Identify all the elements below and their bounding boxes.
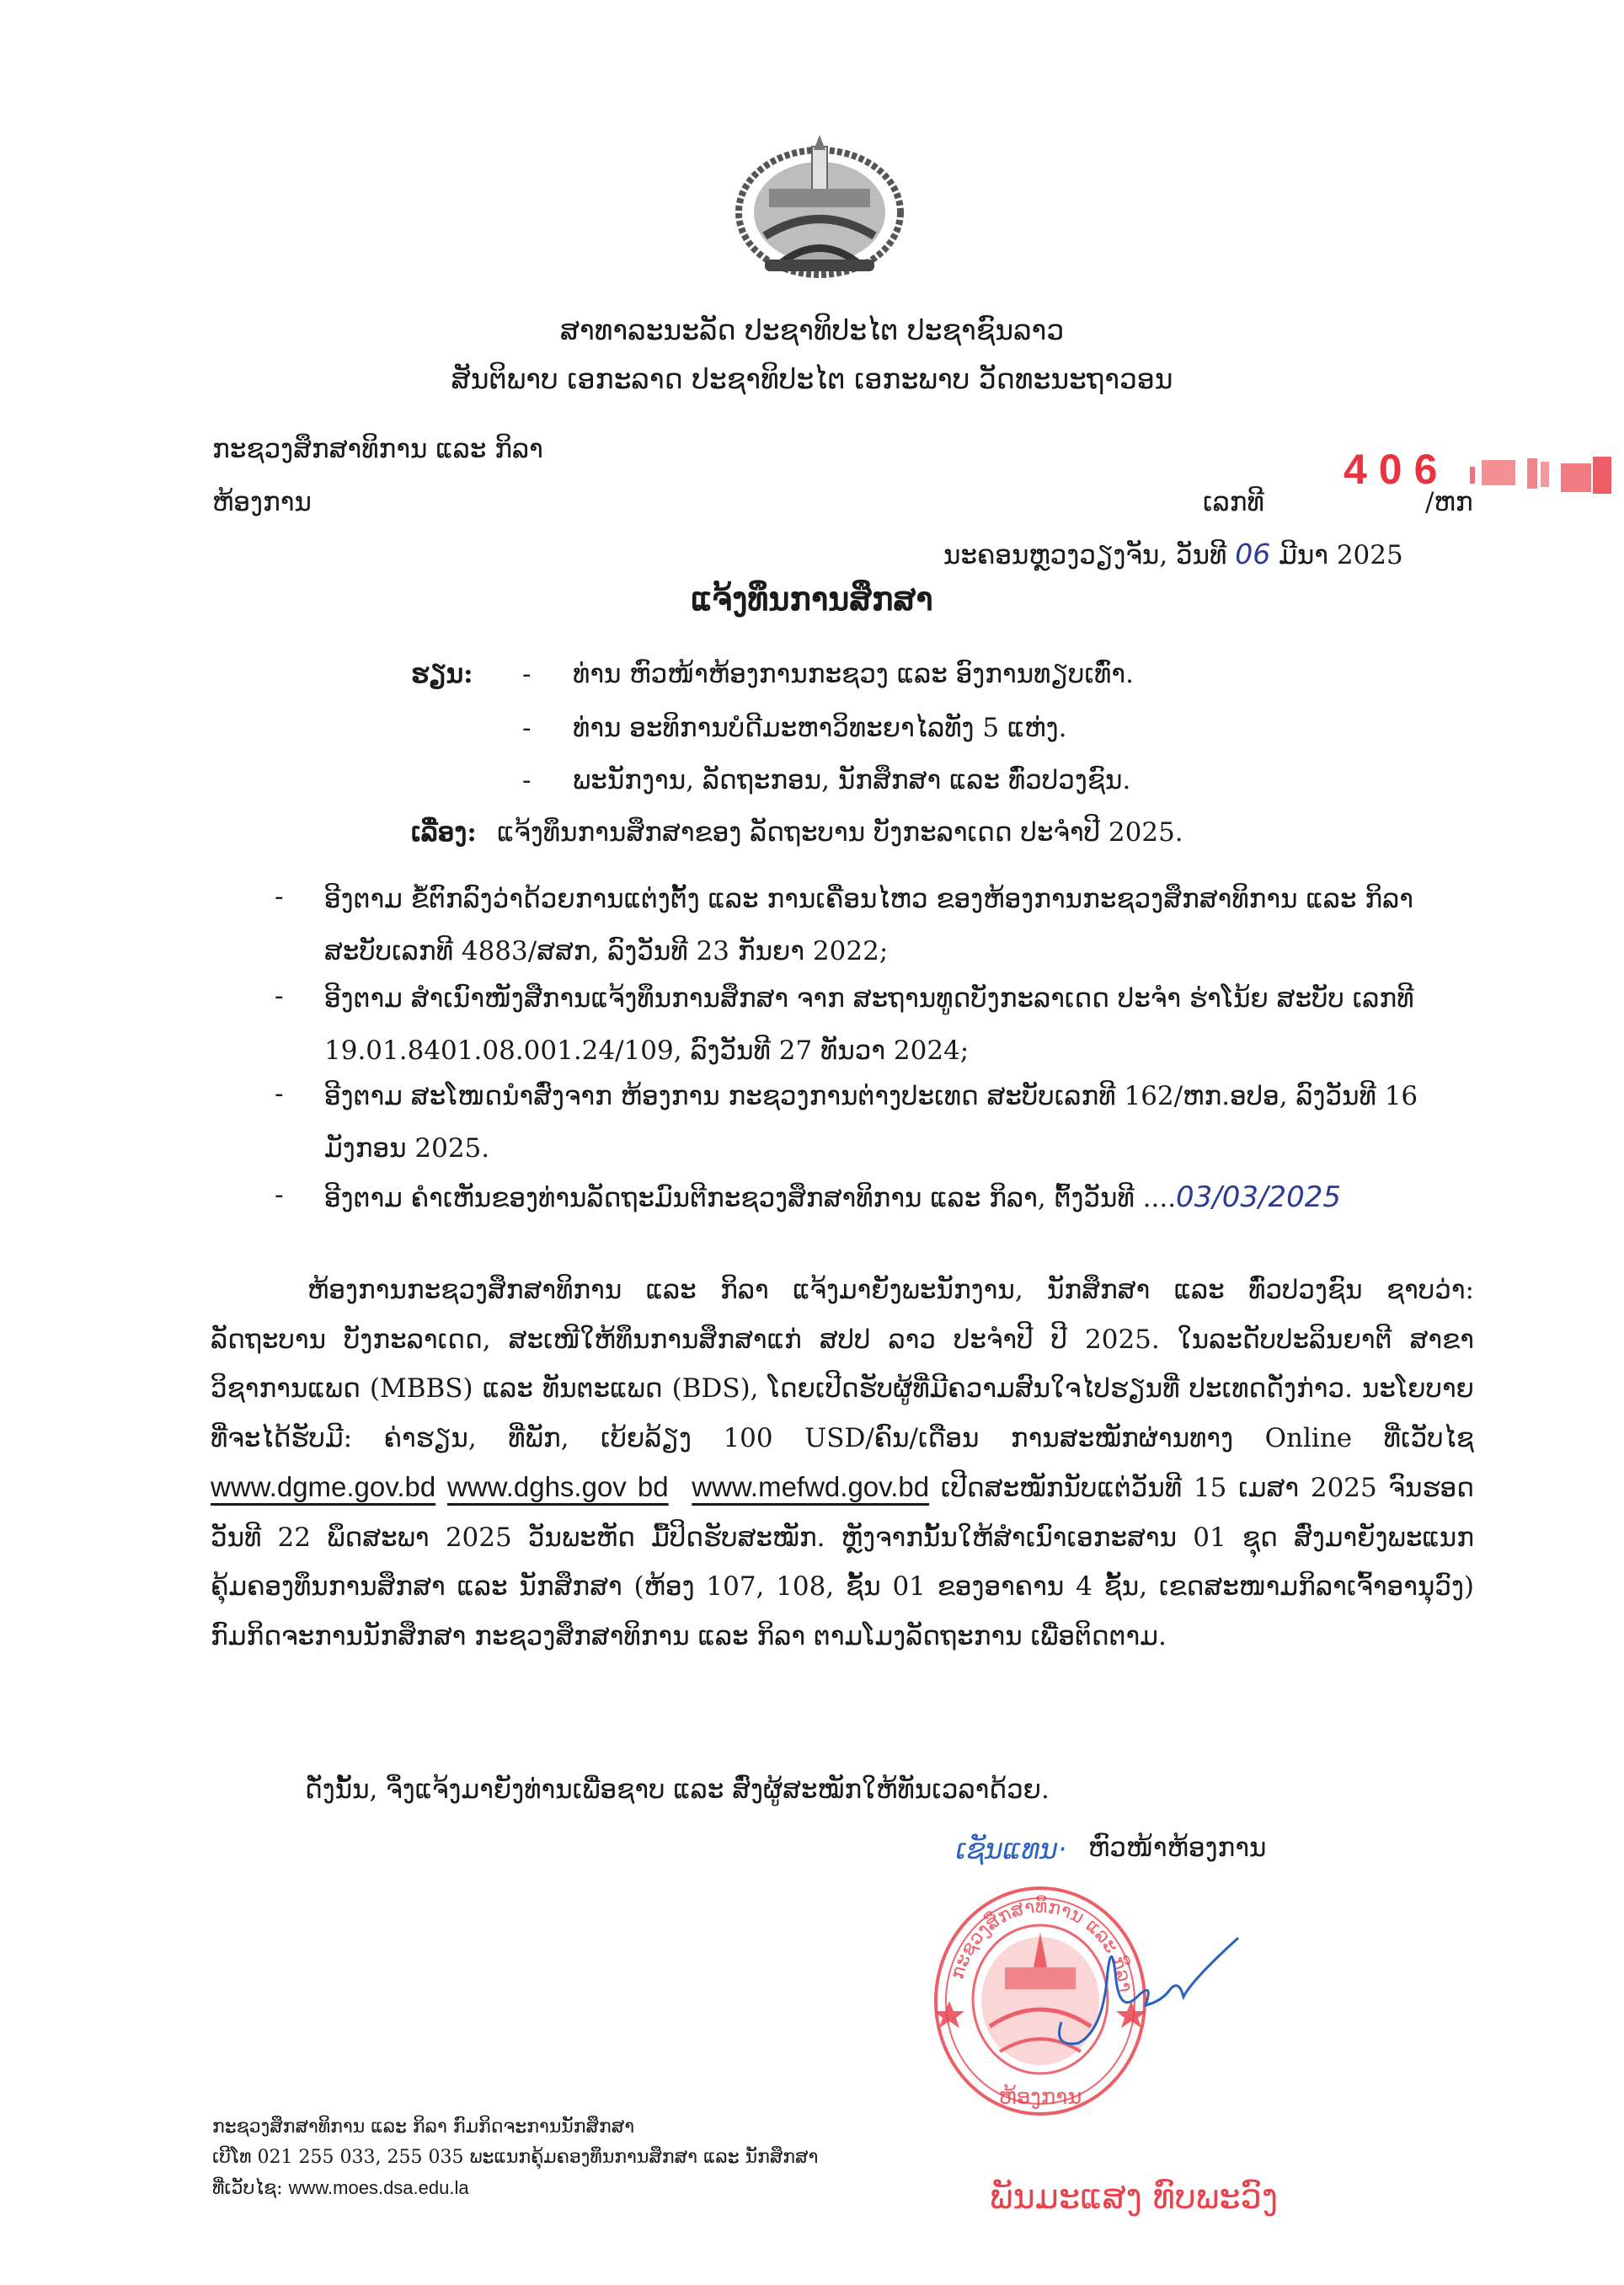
- body-text-part2: ເປີດສະໝັກນັບແຕ່ວັນທີ 15 ເມສາ 2025 ຈົນຮອດ ວັນທີ 22 ພຶດສະພາ 2025 ວັນພະຫັດ ມື້ປິດຮັບສະໝັກ. ຫຼັງຈາກນັ້ນໃຫ້ສຳເນົາເອກະສານ 01 ຊຸດ ສົ່ງມາຍັງພະແນກຄຸ້ມຄອງທຶນການສຶກສາ ແລະ ນັກສຶກສາ (ຫ້ອງ 107, 108, ຊັ້ນ 01 ຂອງອາຄານ 4 ຊັ້ນ, ເຂດສະໜາມກິລາເຈົ້າອານຸວົງ) ກົມກິດຈະການນັກສຶກສາ ກະຊວງສຶກສາທິການ ແລະ ກິລາ ຕາມໂມງລັດຖະການ ເພື່ອຕິດຕາມ.: [211, 1473, 1475, 1651]
- bullet-dash: -: [275, 1078, 284, 1109]
- number-stamp: 406: [1344, 446, 1450, 493]
- svg-text:ຫ້ອງການ: ຫ້ອງການ: [998, 2084, 1082, 2110]
- issuer-office: ຫ້ອງການ: [212, 487, 312, 517]
- signatory-name: ພັນມະແສງ ທົບພະວົງ: [990, 2178, 1279, 2217]
- reference-item: ອີງຕາມ ຂໍ້ຕົກລົງວ່າດ້ວຍການແຕ່ງຕັ້ງ ແລະ ການເຄື່ອນໄຫວ ຂອງຫ້ອງການກະຊວງສຶກສາທິການ ແລະ ກິລາສະບັບເລກທີ 4883/ສສກ, ລົງວັນທີ 23 ກັນຍາ 2022;: [324, 884, 1413, 966]
- footer-website-label: ທີ່ເວັບໄຊ:: [212, 2178, 283, 2199]
- footer-website-link[interactable]: www.moes.dsa.edu.la: [288, 2177, 469, 2198]
- footer-website-line: [212, 2177, 469, 2199]
- url-mefwd[interactable]: www.mefwd.gov.bd: [692, 1471, 930, 1502]
- handwritten-date: 03/03/2025: [1176, 1180, 1342, 1214]
- bullet-dash: -: [275, 881, 284, 912]
- footer-phone: ເບີໂທ 021 255 033, 255 035 ພະແນກຄຸ້ມຄອງທຶນການສຶກສາ ແລະ ນັກສຶກສາ: [212, 2147, 819, 2168]
- recipients-label: ຮຽນ:: [411, 659, 473, 689]
- republic-heading: ສາທາລະນະລັດ ປະຊາທິປະໄຕ ປະຊາຊົນລາວ: [559, 313, 1065, 346]
- date-day-handwritten: 06: [1235, 538, 1271, 570]
- closing-statement: ດັ່ງນັ້ນ, ຈຶ່ງແຈ້ງມາຍັງທ່ານເພື່ອຊາບ ແລະ ສົ່ງຜູ້ສະໝັກໃຫ້ທັນເວລາດ້ວຍ.: [305, 1774, 1050, 1805]
- bullet-dash: -: [522, 713, 532, 743]
- subject-text: ແຈ້ງທຶນການສຶກສາຂອງ ລັດຖະບານ ບັງກະລາເດດ ປະຈຳປີ 2025.: [497, 817, 1183, 848]
- number-label: ເລກທີ: [1203, 487, 1264, 517]
- body-text-part1: ຫ້ອງການກະຊວງສຶກສາທິການ ແລະ ກິລາ ແຈ້ງມາຍັງພະນັກງານ, ນັກສຶກສາ ແລະ ທົ່ວປວງຊົນ ຊາບວ່າ: ລັດຖະບານ ບັງກະລາເດດ, ສະເໜີໃຫ້ທຶນການສຶກສາແກ່ ສປປ ລາວ ປະຈຳປີ ປີ 2025. ໃນລະດັບປະລິນຍາຕີ ສາຂາວິຊາການແພດ (MBBS) ແລະ ທັນຕະແພດ (BDS), ໂດຍເປີດຮັບຜູ້ທີ່ມີຄວາມສົນໃຈໄປຮຽນທີ່ ປະເທດດັ່ງກ່າວ. ນະໂຍບາຍທີ່ຈະໄດ້ຮັບມີ: ຄ່າຮຽນ, ທີ່ພັກ, ເບ້ຍລ້ຽງ 100 USD/ຄົນ/ເດືອນ ການສະໝັກຜ່ານທາງ Online ທີ່ເວັບໄຊ: [211, 1275, 1474, 1453]
- recipient-item: ທ່ານ ອະທິການບໍດີມະຫາວິທະຍາໄລທັງ 5 ແຫ່ງ.: [573, 713, 1067, 743]
- seal-top-text: ກະຊວງສຶກສາທິການ ແລະ ກິລາ: [947, 1896, 1136, 1993]
- document-title: ແຈ້ງທຶນການສຶກສາ: [691, 580, 933, 618]
- bullet-dash: -: [275, 981, 284, 1011]
- recipient-item: ພະນັກງານ, ລັດຖະກອນ, ນັກສຶກສາ ແລະ ທົ່ວປວງຊົນ.: [573, 765, 1131, 795]
- date-suffix: ມີນາ 2025: [1279, 540, 1403, 570]
- reference-item: ອີງຕາມ ສຳເນົາໜັງສືການແຈ້ງທຶນການສຶກສາ ຈາກ ສະຖານທູດບັງກະລາເດດ ປະຈຳ ຮ່າໂນ້ຍ ສະບັບ ເລກທີ 19.01.8401.08.001.24/109, ລົງວັນທີ 27 ທັນວາ 2024;: [324, 983, 1414, 1066]
- reference-4-text: ອີງຕາມ ຄຳເຫັນຂອງທ່ານລັດຖະມົນຕີກະຊວງສຶກສາທິການ ແລະ ກິລາ, ຕົ້ງວັນທີ ....: [324, 1183, 1177, 1213]
- motto-heading: ສັນຕິພາບ ເອກະລາດ ປະຊາທິປະໄຕ ເອກະພາບ ວັດທະນະຖາວອນ: [451, 362, 1173, 395]
- subject-label: ເລື່ອງ:: [411, 817, 477, 848]
- reference-item: [324, 1171, 1478, 1224]
- date-line: [943, 538, 1403, 570]
- footer-department: ກະຊວງສຶກສາທິການ ແລະ ກິລາ ກົມກິດຈະການນັກສຶກສາ: [212, 2116, 635, 2138]
- date-prefix: ນະຄອນຫຼວງວຽງຈັນ, ວັນທີ: [943, 540, 1227, 570]
- signatory-title: ຫົວໜ້າຫ້ອງການ: [1088, 1833, 1267, 1863]
- on-behalf-handwritten: ເຊັນແທນ·: [956, 1833, 1067, 1865]
- reference-item: ອີງຕາມ ສະໂໜດນຳສົ່ງຈາກ ຫ້ອງການ ກະຊວງການຕ່າງປະເທດ ສະບັບເລກທີ 162/ຫກ.ອປອ, ລົງວັນທີ 16 ມັງກອນ 2025.: [324, 1081, 1418, 1164]
- bullet-dash: -: [275, 1180, 284, 1210]
- handwritten-signature-icon: [1044, 1921, 1255, 2056]
- issuer-ministry: ກະຊວງສຶກສາທິການ ແລະ ກິລາ: [212, 434, 543, 464]
- national-emblem-icon: [731, 135, 908, 278]
- recipient-item: ທ່ານ ຫົວໜ້າຫ້ອງການກະຊວງ ແລະ ອົງການທຽບເທົ່າ.: [573, 659, 1134, 689]
- bullet-dash: -: [522, 765, 532, 795]
- bullet-dash: -: [522, 659, 532, 689]
- url-dghs[interactable]: www.dghs.gov bd: [447, 1471, 669, 1502]
- stamp-smudge-icon: [1470, 455, 1613, 497]
- number-suffix: /ຫກ: [1425, 487, 1473, 517]
- url-dgme[interactable]: www.dgme.gov.bd: [211, 1471, 436, 1502]
- body-paragraph: [211, 1266, 1474, 1661]
